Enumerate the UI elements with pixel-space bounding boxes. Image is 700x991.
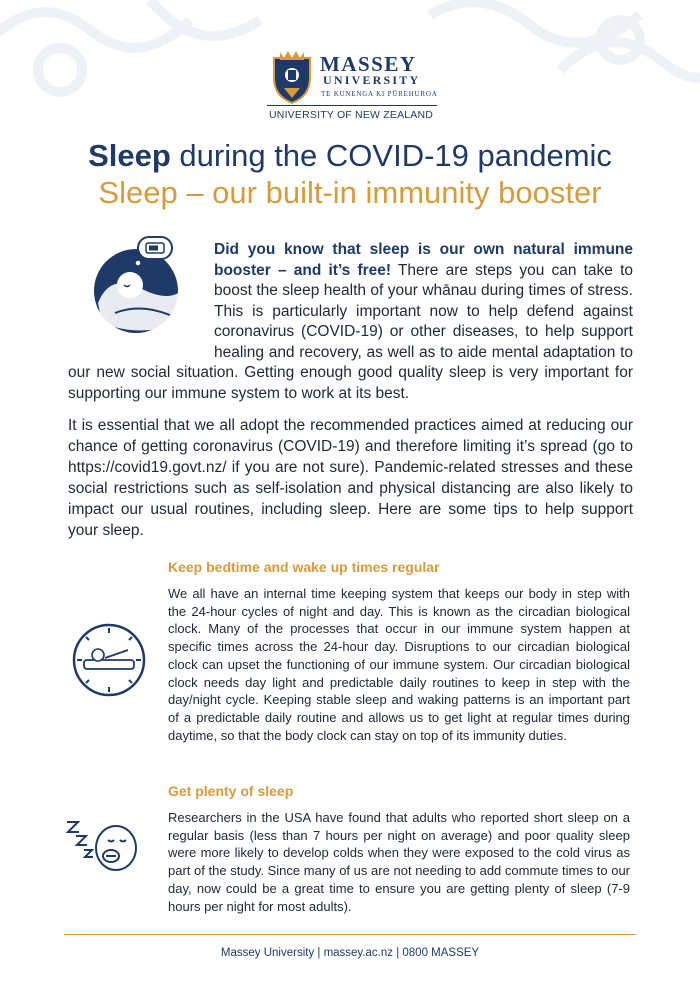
logo-motto: TE KUNENGA KI PŪREHUROA [321,90,438,98]
logo-name-line2: UNIVERSITY [323,73,421,87]
logo-divider [267,105,437,106]
clock-bed-icon [62,620,157,700]
section-heading-plenty-sleep: Get plenty of sleep [168,783,294,799]
intro-lead: Did you know that sleep is our own natural immune booster – and it’s free! [214,241,633,279]
page-title-bold: Sleep [88,138,171,173]
page-title [0,138,700,174]
logo-name-line1: MASSEY [320,52,417,76]
massey-logo[interactable] [265,48,440,120]
snoring-face-icon [64,812,144,877]
section-heading-bedtime: Keep bedtime and wake up times regular [168,559,440,575]
page-subtitle: Sleep – our built-in immunity booster [98,175,602,210]
university-crest-icon [270,48,314,104]
footer-divider [64,934,636,935]
logo-tagline: UNIVERSITY OF NEW ZEALAND [269,109,434,121]
section-body-bedtime: We all have an internal time keeping system that keeps our body in step with the 24-hour cycles of night and day. This is known as the circadian biological clock. Many of the processes that occur in our immune system happen at specific times across the 24-hour day. Disruptions to our circadian biological clock can upset the functioning of our immune system. Our circadian biological clock needs day light and predictable daily routines to keep in step with the day/night cycle. Keeping stable sleep and waking patterns is an important part of a predictable daily routine and allows us to get light at regular times during daytime, so that the body clock can stay on top of its immunity duties. [168,586,630,743]
body-paragraph: It is essential that we all adopt the recommended practices aimed at reducing our chance of getting coronavirus (COVID-19) and therefore limiting it’s spread (go to https://covid19.govt.nz/ if you are not sure). Pandemic-related stresses and these social restrictions such as self-isolation and physical distancing are also likely to impact our usual routines, including sleep. Here are some tips to help support your sleep. [68,417,633,539]
intro-paragraph [68,240,633,404]
footer-contact: Massey University | massey.ac.nz | 0800 MASSEY [220,947,480,959]
section-body-plenty-sleep: Researchers in the USA have found that adults who reported short sleep on a regular basis (less than 7 hours per night on average) and poor quality sleep were more likely to develop colds when they were exposed to the cold virus as part of the study. Since many of us are not needing to add commute times to our day, now could be a great time to ensure you are getting plenty of sleep (7-9 hours per night for most adults). [168,810,630,914]
intro-text: There are steps you can take to boost the sleep health of your whānau during times of stress. This is particularly important now to help defend against coronavirus (COVID-19) or other diseases, to help support healing and recovery, as well as to aide mental adaptation to our new social situation. Getting enough good quality sleep is very important for supporting our immune system to work at its best. [68,261,634,402]
page-title-rest: during the COVID-19 pandemic [170,138,612,173]
